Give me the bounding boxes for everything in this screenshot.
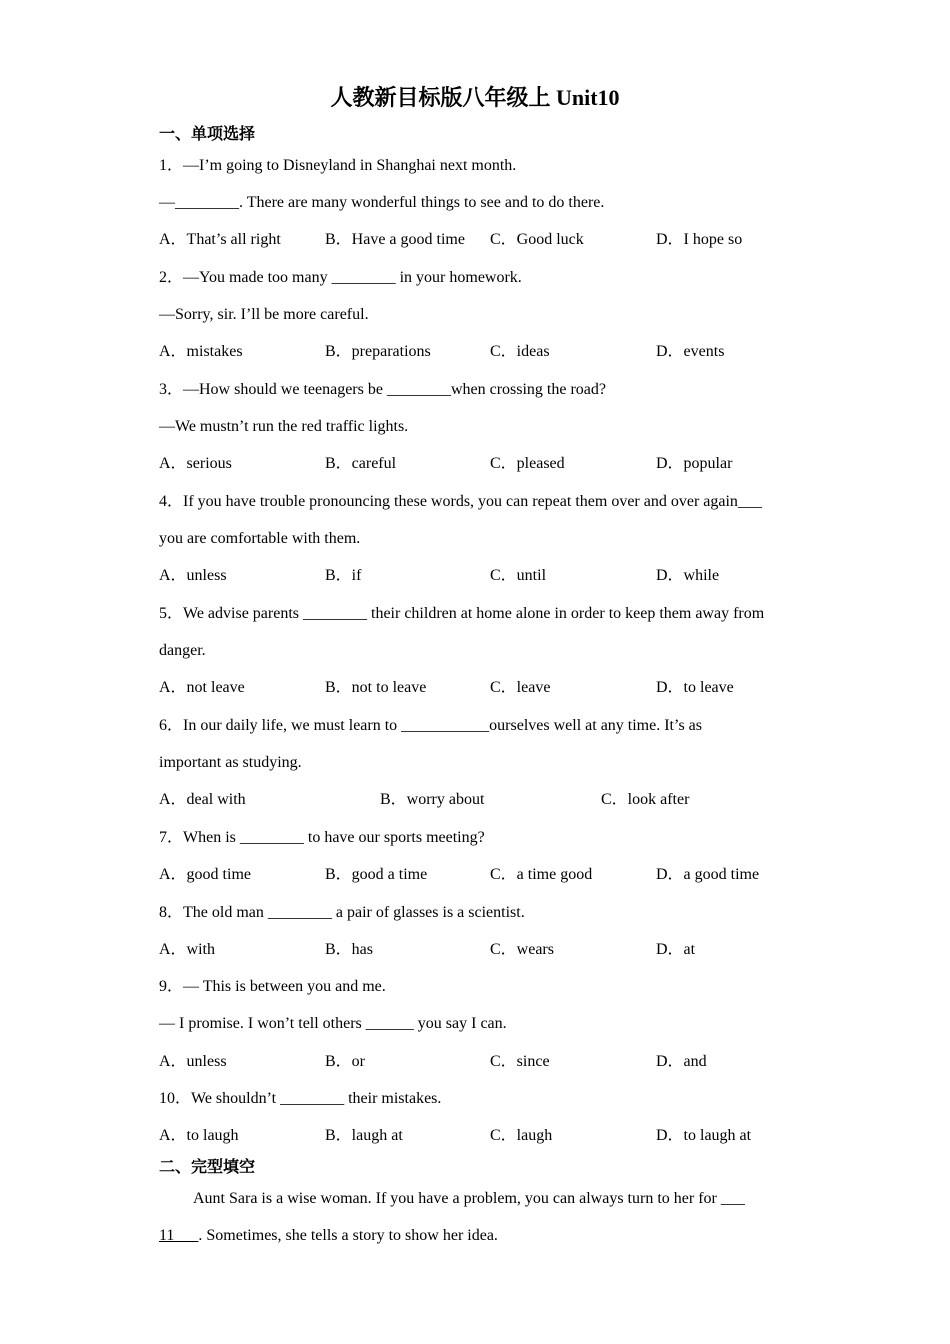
option-d: D．while xyxy=(656,567,720,584)
option-a: A．to laugh xyxy=(159,1127,239,1144)
option-b: B．laugh at xyxy=(325,1127,403,1144)
question-6-options xyxy=(159,789,799,811)
option-d: D．to leave xyxy=(656,679,734,696)
question-8-stem: 8．The old man ________ a pair of glasses is a scientist. xyxy=(159,904,525,921)
page-title: 人教新目标版八年级上 Unit10 xyxy=(330,85,620,110)
option-b: B．or xyxy=(325,1053,366,1070)
question-9-response: — I promise. I won’t tell others ______ you say I can. xyxy=(159,1015,507,1032)
option-c: C．look after xyxy=(601,791,690,808)
question-5-stem: 5．We advise parents ________ their children at home alone in order to keep them away from xyxy=(159,605,765,622)
question-10-options xyxy=(159,1125,799,1147)
question-1-response: —________. There are many wonderful things to see and to do there. xyxy=(159,194,605,211)
question-4-stem: 4．If you have trouble pronouncing these words, you can repeat them over and over again___ xyxy=(159,493,762,510)
question-2-stem: 2．—You made too many ________ in your homework. xyxy=(159,269,522,286)
option-b: B．worry about xyxy=(380,791,485,808)
question-7-stem: 7．When is ________ to have our sports meeting? xyxy=(159,829,485,846)
passage-line-1: Aunt Sara is a wise woman. If you have a problem, you can always turn to her for ___ xyxy=(193,1190,745,1207)
passage-line-2-text: . Sometimes, she tells a story to show her idea. xyxy=(198,1227,498,1244)
option-b: B．Have a good time xyxy=(325,231,465,248)
question-5-options xyxy=(159,677,799,699)
option-c: C．Good luck xyxy=(490,231,584,248)
option-d: D．popular xyxy=(656,455,733,472)
question-9-options xyxy=(159,1051,799,1073)
question-8-options xyxy=(159,939,799,961)
option-d: D．and xyxy=(656,1053,707,1070)
section-heading-cloze: 二、完型填空 xyxy=(159,1157,256,1176)
option-d: D．I hope so xyxy=(656,231,743,248)
option-c: C．pleased xyxy=(490,455,565,472)
question-1-stem: 1．—I’m going to Disneyland in Shanghai next month. xyxy=(159,157,517,174)
question-7-options xyxy=(159,864,799,886)
question-3-stem: 3．—How should we teenagers be ________when crossing the road? xyxy=(159,381,607,398)
question-6-stem: 6．In our daily life, we must learn to ___________ourselves well at any time. It’s as xyxy=(159,717,702,734)
option-c: C．ideas xyxy=(490,343,550,360)
question-10-stem: 10．We shouldn’t ________ their mistakes. xyxy=(159,1090,442,1107)
option-c: C．since xyxy=(490,1053,550,1070)
option-d: D．at xyxy=(656,941,696,958)
option-a: A．not leave xyxy=(159,679,245,696)
option-c: C．laugh xyxy=(490,1127,553,1144)
option-a: A．deal with xyxy=(159,791,246,808)
question-3-options xyxy=(159,453,799,475)
option-b: B．careful xyxy=(325,455,397,472)
option-d: D．events xyxy=(656,343,725,360)
option-a: A．good time xyxy=(159,866,251,883)
question-1-options xyxy=(159,229,799,251)
option-b: B．if xyxy=(325,567,362,584)
option-a: A．mistakes xyxy=(159,343,243,360)
passage-line-2 xyxy=(159,1225,498,1247)
option-a: A．That’s all right xyxy=(159,231,281,248)
option-c: C．leave xyxy=(490,679,551,696)
section-heading-single-choice: 一、单项选择 xyxy=(159,124,256,143)
cloze-blank-11: 11___ xyxy=(159,1227,199,1244)
option-c: C．until xyxy=(490,567,547,584)
question-6-stem-cont: important as studying. xyxy=(159,754,302,771)
option-b: B．good a time xyxy=(325,866,428,883)
question-3-response: —We mustn’t run the red traffic lights. xyxy=(159,418,409,435)
question-2-response: —Sorry, sir. I’ll be more careful. xyxy=(159,306,369,323)
option-d: D．a good time xyxy=(656,866,760,883)
option-a: A．unless xyxy=(159,567,227,584)
question-4-options xyxy=(159,565,799,587)
option-c: C．a time good xyxy=(490,866,593,883)
option-b: B．has xyxy=(325,941,374,958)
question-9-stem: 9．— This is between you and me. xyxy=(159,978,386,995)
option-a: A．serious xyxy=(159,455,232,472)
option-b: B．not to leave xyxy=(325,679,427,696)
question-4-stem-cont: you are comfortable with them. xyxy=(159,530,361,547)
question-2-options xyxy=(159,341,799,363)
question-5-stem-cont: danger. xyxy=(159,642,206,659)
option-b: B．preparations xyxy=(325,343,431,360)
option-c: C．wears xyxy=(490,941,554,958)
option-a: A．with xyxy=(159,941,216,958)
option-a: A．unless xyxy=(159,1053,227,1070)
option-d: D．to laugh at xyxy=(656,1127,752,1144)
